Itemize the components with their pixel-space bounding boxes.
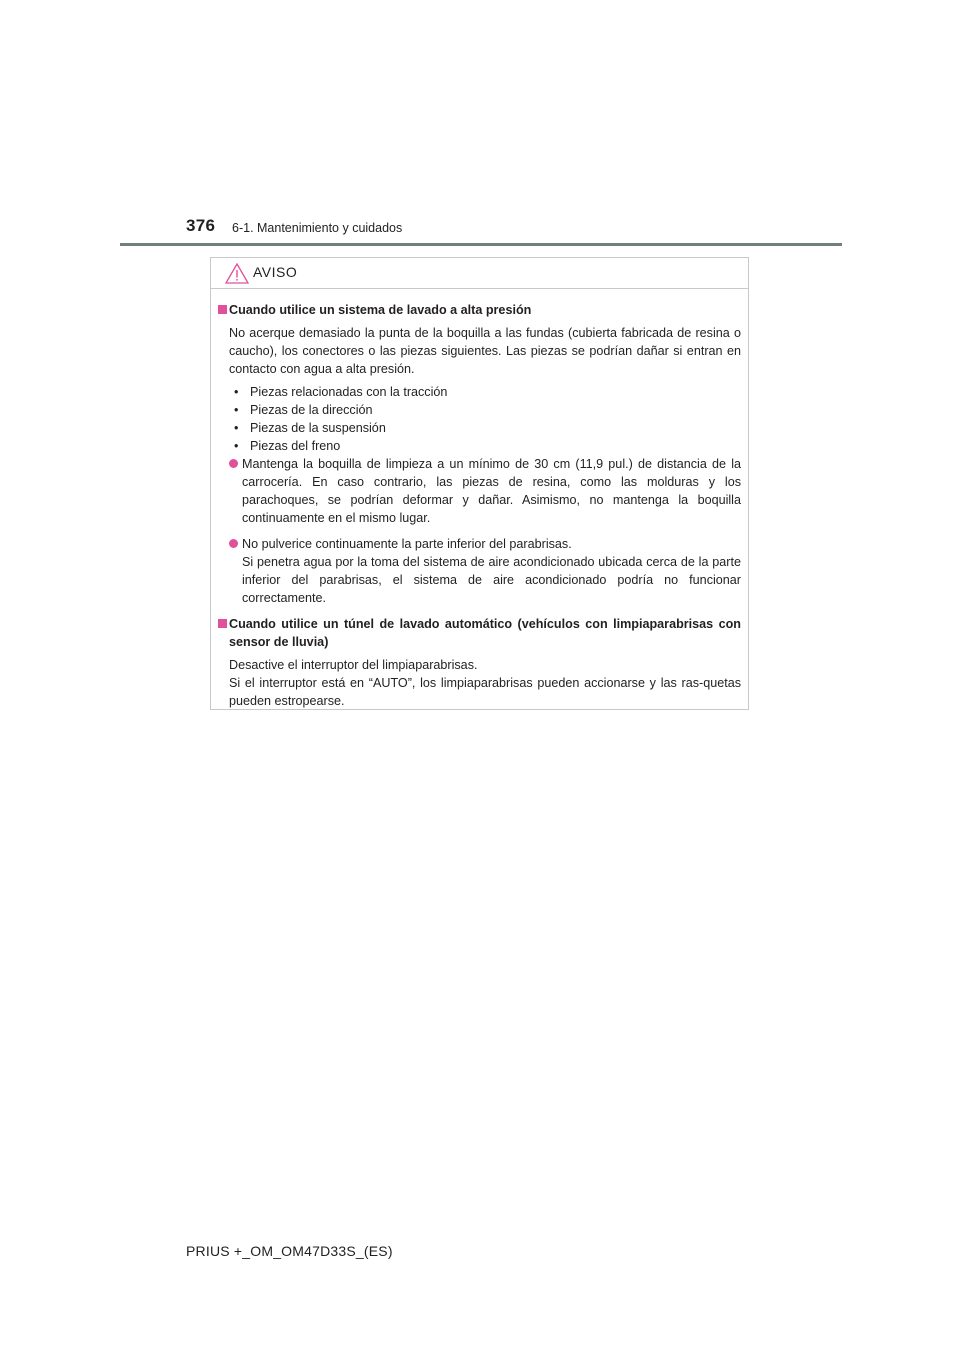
list-item-text: Piezas relacionadas con la tracción [250,385,448,399]
square-bullet-icon [218,619,229,628]
warning-box [210,257,749,710]
list-item [229,401,741,419]
section-heading [218,615,741,651]
list-item [229,419,741,437]
circle-point [229,535,741,607]
warning-triangle-icon [225,263,249,284]
bullet-dot-icon: • [234,421,239,435]
bullet-dot-icon: • [234,385,239,399]
circle-bullet-icon [229,535,241,607]
header-divider [120,243,842,246]
warning-header [211,258,748,289]
circle-bullet-icon [229,455,241,527]
circle-point [229,455,741,527]
bullet-dot-icon: • [234,403,239,417]
section-title: 6-1. Mantenimiento y cuidados [232,221,403,235]
section-heading-text: Cuando utilice un sistema de lavado a alta presión [229,303,532,317]
circle-point-text: Mantenga la boquilla de limpieza a un mínimo de 30 cm (11,9 pul.) de distancia de la carrocería. En caso contrario, las piezas de resina, como las molduras y los parachoques, se podrían deformar y dañar. Asimismo, no mantenga la boquilla continuamente en el mismo lugar. [242,457,741,525]
section-heading [218,301,741,319]
list-item [229,437,741,455]
list-item-text: Piezas del freno [250,439,341,453]
list-item [229,383,741,401]
section-paragraph: No acerque demasiado la punta de la boquilla a las fundas (cubierta fabricada de resina o caucho), los conectores o las piezas siguientes. Las piezas se podrían dañar si entran en contacto con agua a alta presión. [229,326,741,376]
square-bullet-icon [218,305,229,314]
document-code: PRIUS +_OM_OM47D33S_(ES) [186,1243,393,1259]
list-item-text: Piezas de la suspensión [250,421,386,435]
section-heading-text: Cuando utilice un túnel de lavado automático (vehículos con limpiaparabrisas con sensor de lluvia) [229,617,741,649]
circle-point-text [241,535,741,607]
warning-title: AVISO [253,264,298,280]
section-paragraph [229,656,741,710]
bullet-list [229,383,741,455]
paragraph-line: Desactive el interruptor del limpiaparabrisas. [229,658,478,672]
warning-body [211,289,748,710]
paragraph-line: Si el interruptor está en “AUTO”, los limpiaparabrisas pueden accionarse y las ras-quetas pueden estropearse. [229,676,741,708]
list-item-text: Piezas de la dirección [250,403,373,417]
circle-point-line: Si penetra agua por la toma del sistema de aire acondicionado ubicada cerca de la parte inferior del parabrisas, el sistema de aire acondicionado podría no funcionar correctamente. [242,555,741,605]
page-number: 376 [186,216,216,235]
circle-point-line: No pulverice continuamente la parte inferior del parabrisas. [242,537,572,551]
bullet-dot-icon: • [234,439,239,453]
